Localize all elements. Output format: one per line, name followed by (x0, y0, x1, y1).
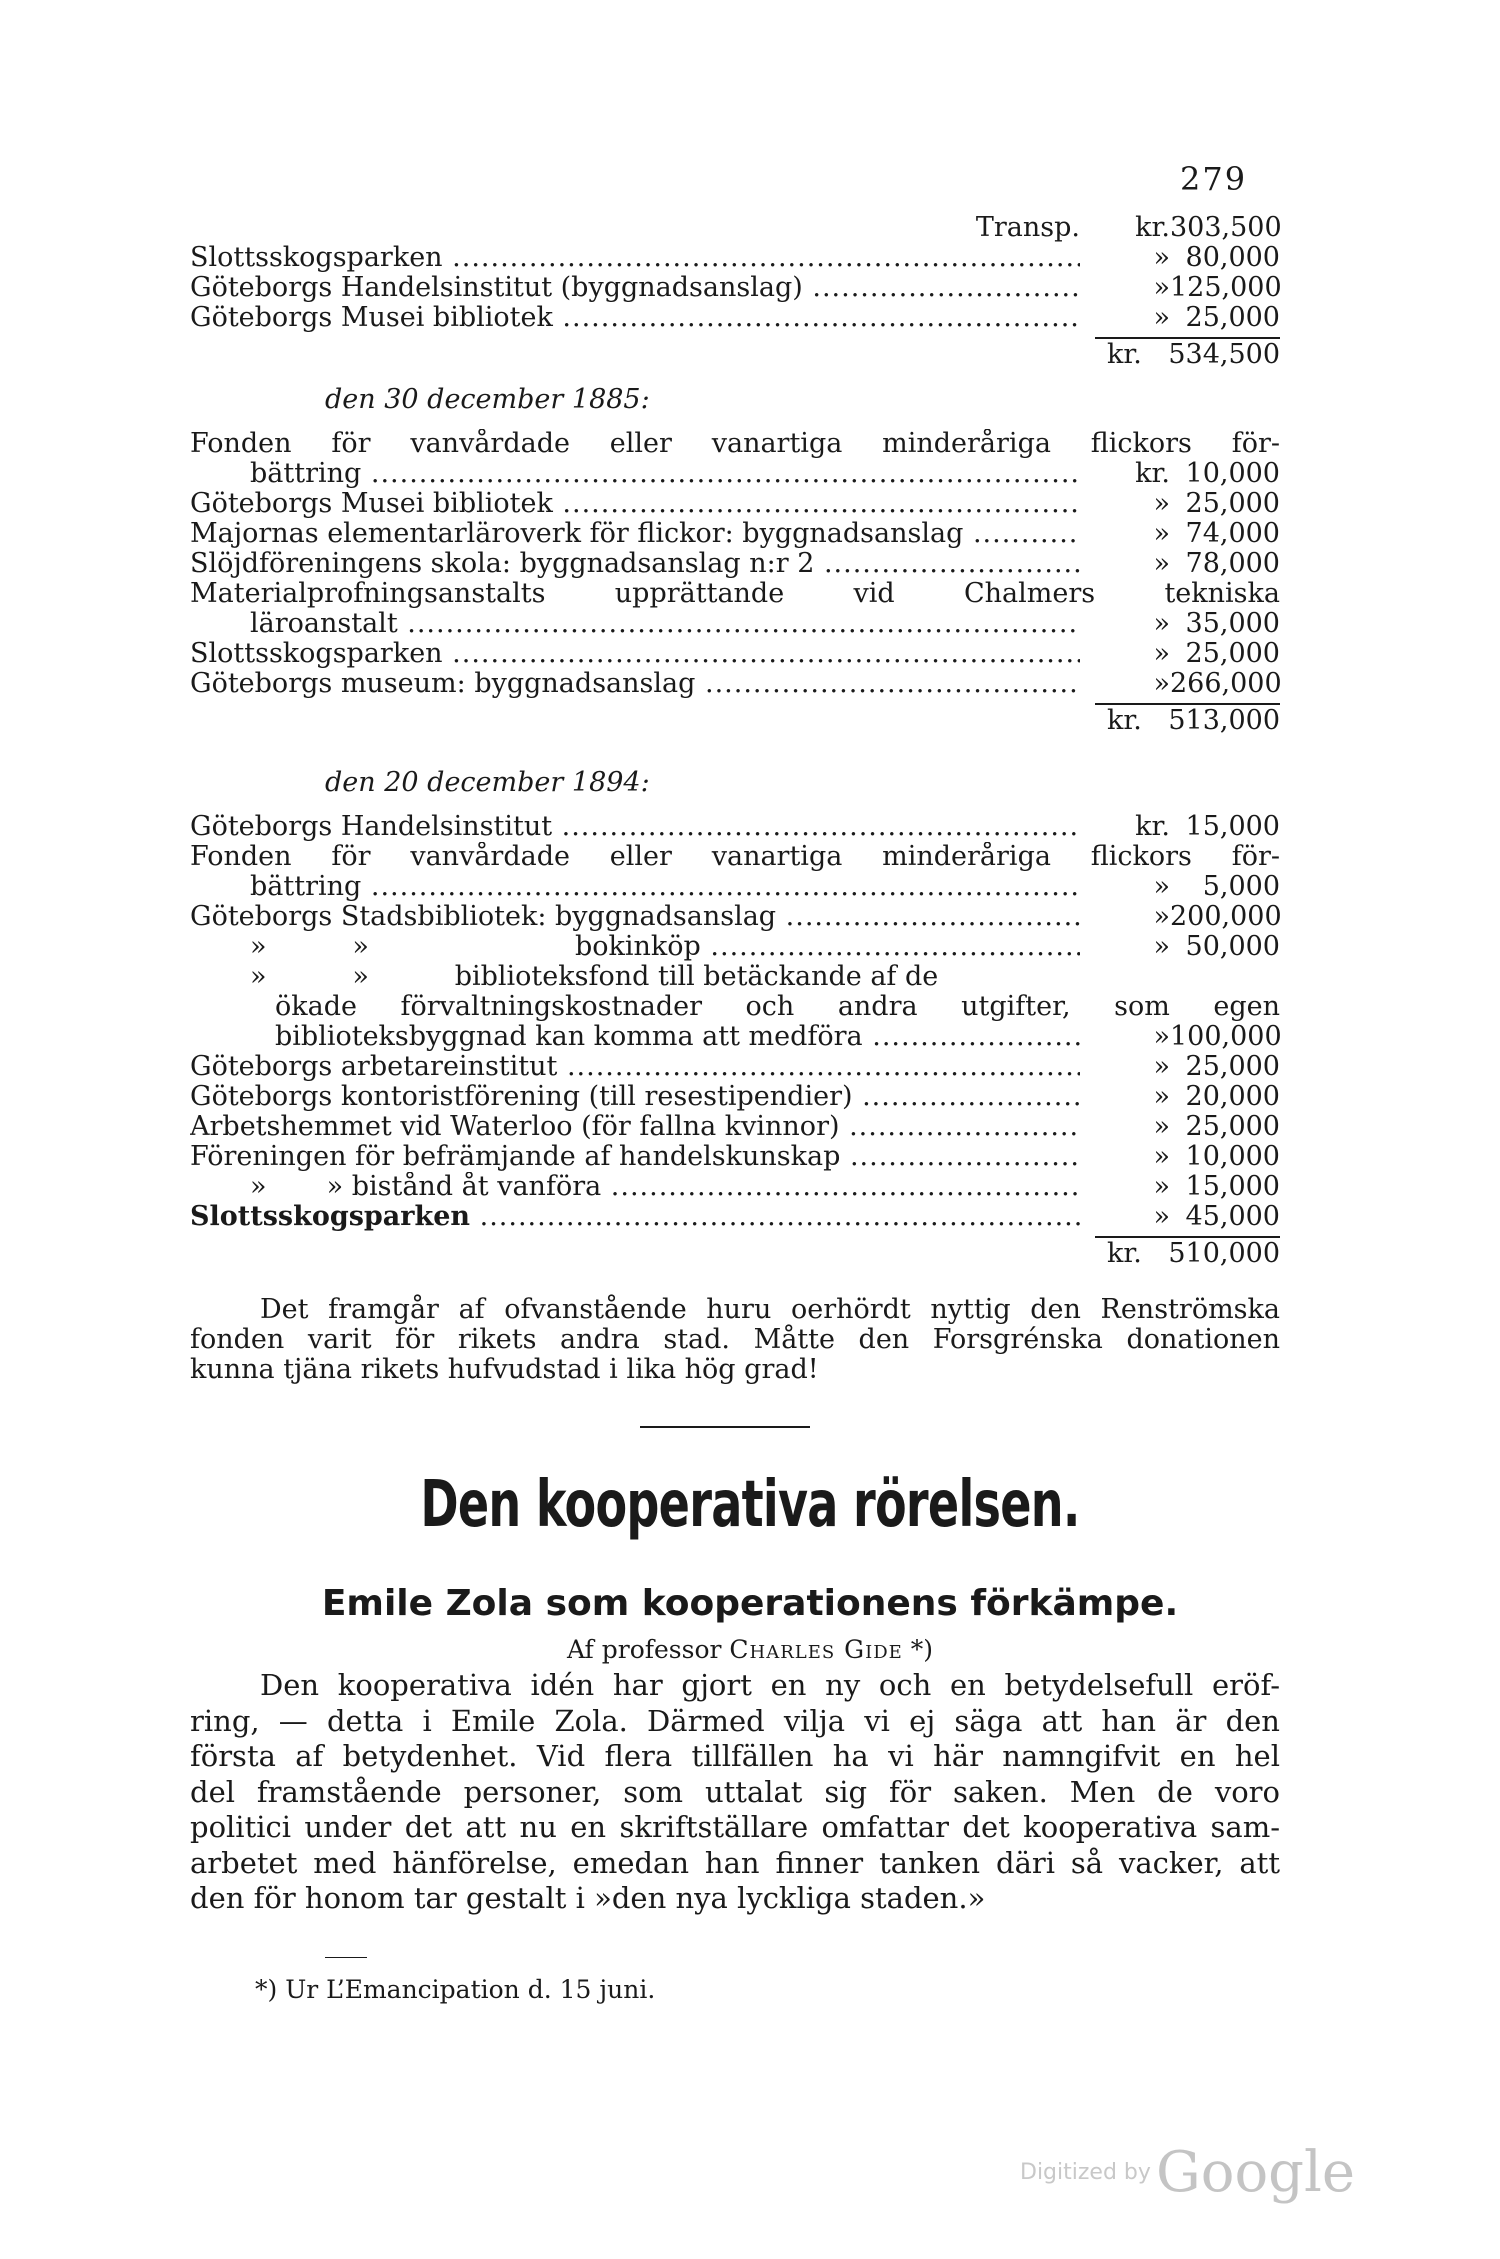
line-text: Materialprofningsanstalts upprättande vid Chalmers tekniska (190, 579, 1280, 609)
transport-amount: 303,500 (1170, 212, 1282, 243)
row-unit: kr. (1135, 458, 1170, 489)
row-amount: 125,000 (1170, 272, 1282, 303)
body-line: politici under det att nu en skriftställare omfattar det kooperativa sam- (190, 1810, 1280, 1844)
date-heading-1894: den 20 december 1894: (325, 767, 650, 798)
row-amount: 15,000 (1185, 1171, 1280, 1202)
row-unit: » (1153, 302, 1170, 333)
row-amount: 5,000 (1202, 871, 1280, 902)
ledger-row (190, 1082, 1280, 1112)
footnote: *) Ur L’Emancipation d. 15 juni. (255, 1975, 656, 2004)
ledger-row (190, 902, 1280, 932)
row-label: Göteborgs Handelsinstitut (byggnadsanslag) (190, 273, 803, 303)
body-line: del framstående personer, som uttalat sig för saken. Men de voro (190, 1774, 1280, 1809)
watermark-small: Digitized by (1020, 2160, 1151, 2185)
row-label: Göteborgs Musei bibliotek (190, 489, 553, 519)
ledger-section-3 (190, 811, 1282, 1269)
paragraph-line: fonden varit för rikets andra stad. Måtte den Forsgrénska donationen (190, 1324, 1280, 1355)
row-unit: » (1153, 1021, 1170, 1052)
row-label: bättring (250, 872, 362, 902)
row-unit: » (1153, 242, 1170, 273)
row-amount: 45,000 (1185, 1201, 1280, 1232)
row-amount: 20,000 (1185, 1081, 1280, 1112)
row-label: bokinköp (575, 932, 701, 962)
row-unit: » (1153, 668, 1170, 699)
closing-paragraph (190, 1295, 1280, 1385)
row-unit: » (1153, 1171, 1170, 1202)
row-unit: » (1153, 638, 1170, 669)
body-line: Den kooperativa idén har gjort en ny och en betydelsefull eröf- (260, 1668, 1280, 1702)
ledger-line (190, 992, 1280, 1022)
transport-row (190, 213, 1280, 243)
row-amount: 10,000 (1185, 1141, 1280, 1172)
total-amount: 534,500 (1168, 339, 1280, 370)
total-row (190, 337, 1280, 370)
article-title: Emile Zola som kooperationens förkämpe. (321, 1583, 1179, 1624)
ledger-section-1 (190, 212, 1282, 370)
ledger-line (190, 429, 1280, 459)
total-unit: kr. (1107, 1238, 1142, 1269)
digitized-watermark (1020, 2140, 1355, 2205)
row-amount: 35,000 (1185, 608, 1280, 639)
row-amount: 266,000 (1170, 668, 1282, 699)
line-text: Fonden för vanvårdade eller vanartiga minderåriga flickors för- (190, 842, 1280, 872)
row-label: Göteborgs Handelsinstitut (190, 812, 553, 842)
total-amount: 513,000 (1168, 705, 1280, 736)
row-label: Slottsskogsparken (190, 639, 443, 669)
ledger-row (190, 932, 1280, 962)
line-text: ökade förvaltningskostnader och andra utgifter, som egen (275, 992, 1280, 1022)
row-unit: » (1153, 901, 1170, 932)
row-unit: » (1153, 608, 1170, 639)
row-label: » » bistånd åt vanföra (250, 1172, 602, 1202)
paragraph-line: Det framgår af ofvanstående huru oerhördt nyttig den Renströmska (260, 1294, 1280, 1325)
line-text: » » biblioteksfond till betäckande af de (250, 962, 939, 992)
ledger-row (190, 1022, 1280, 1052)
ledger-row (190, 549, 1280, 579)
row-unit: » (1153, 548, 1170, 579)
row-label: Föreningen för befrämjande af handelskunskap (190, 1142, 841, 1172)
google-logo: Google (1156, 2140, 1356, 2205)
row-amount: 15,000 (1185, 811, 1280, 842)
ledger-line (190, 579, 1280, 609)
row-amount: 80,000 (1185, 242, 1280, 273)
ledger-row (190, 243, 1280, 273)
body-line: den för honom tar gestalt i »den nya lyckliga staden.» (190, 1881, 986, 1915)
row-label: Slottsskogsparken (190, 1202, 471, 1232)
row-amount: 25,000 (1185, 1111, 1280, 1142)
row-unit: » (1153, 1201, 1170, 1232)
ledger-row (190, 459, 1280, 489)
row-unit: » (1153, 488, 1170, 519)
page-number: 279 (1180, 160, 1248, 198)
row-label: Göteborgs Musei bibliotek (190, 303, 553, 333)
row-amount: 25,000 (1185, 302, 1280, 333)
row-amount: 25,000 (1185, 1051, 1280, 1082)
section-divider (640, 1426, 810, 1428)
author-name: Charles Gide (729, 1635, 903, 1664)
row-amount: 25,000 (1185, 638, 1280, 669)
line-text: Fonden för vanvårdade eller vanartiga minderåriga flickors för- (190, 429, 1280, 459)
transport-unit: kr. (1135, 212, 1170, 243)
paragraph-line: kunna tjäna rikets hufvudstad i lika hög grad! (190, 1354, 819, 1385)
row-amount: 25,000 (1185, 488, 1280, 519)
section-title: Den kooperativa rörelsen. (420, 1468, 1080, 1542)
row-label: Göteborgs museum: byggnadsanslag (190, 669, 696, 699)
total-amount: 510,000 (1168, 1238, 1280, 1269)
row-amount: 100,000 (1170, 1021, 1282, 1052)
row-amount: 200,000 (1170, 901, 1282, 932)
row-unit: » (1153, 931, 1170, 962)
row-unit: » (1153, 1141, 1170, 1172)
row-label: biblioteksbyggnad kan komma att medföra (275, 1022, 863, 1052)
row-amount: 50,000 (1185, 931, 1280, 962)
ledger-row (190, 519, 1280, 549)
ledger-section-2 (190, 429, 1282, 736)
row-unit: » (1153, 272, 1170, 303)
ledger-row (190, 489, 1280, 519)
total-row (190, 1236, 1280, 1269)
ledger-row (190, 639, 1280, 669)
ledger-row (190, 609, 1280, 639)
total-row (190, 703, 1280, 736)
byline-footnote-mark: *) (910, 1635, 934, 1664)
ledger-row (190, 669, 1280, 699)
total-unit: kr. (1107, 705, 1142, 736)
row-label: Göteborgs Stadsbibliotek: byggnadsanslag (190, 902, 777, 932)
row-unit: » (1153, 518, 1170, 549)
row-unit: » (1153, 1111, 1170, 1142)
ledger-row (190, 1052, 1280, 1082)
ledger-row (190, 1172, 1280, 1202)
row-label: Göteborgs arbetareinstitut (190, 1052, 558, 1082)
row-label: Slottsskogsparken (190, 243, 443, 273)
row-label: Arbetshemmet vid Waterloo (för fallna kvinnor) (190, 1112, 840, 1142)
ledger-row (190, 273, 1280, 303)
row-unit: » (1153, 1081, 1170, 1112)
row-unit: kr. (1135, 811, 1170, 842)
row-label: Göteborgs kontoristförening (till resestipendier) (190, 1082, 853, 1112)
ledger-row (190, 812, 1280, 842)
row-label: Slöjdföreningens skola: byggnadsanslag n:r 2 (190, 549, 815, 579)
ledger-row (190, 1202, 1280, 1232)
ledger-row (190, 1142, 1280, 1172)
row-amount: 74,000 (1185, 518, 1280, 549)
body-line: arbetet med hänförelse, emedan han finner tanken däri så vacker, att (190, 1845, 1280, 1880)
ledger-row (190, 303, 1280, 333)
ledger-line (190, 962, 1280, 992)
row-unit: » (1153, 871, 1170, 902)
byline-prefix: Af professor (566, 1635, 722, 1664)
row-label: läroanstalt (250, 609, 398, 639)
ledger-line (190, 842, 1280, 872)
article-body (190, 1668, 1280, 1917)
row-label: Majornas elementarläroverk för flickor: byggnadsanslag (190, 519, 964, 549)
total-unit: kr. (1107, 339, 1142, 370)
footnote-divider (325, 1957, 367, 1958)
row-prefix: » » (250, 932, 369, 962)
body-line: ring, — detta i Emile Zola. Därmed vilja vi ej säga att han är den (190, 1703, 1280, 1738)
row-unit: » (1153, 1051, 1170, 1082)
body-line: första af betydenhet. Vid flera tillfällen ha vi här namngifvit en hel (190, 1739, 1280, 1773)
ledger-row (190, 1112, 1280, 1142)
date-heading-1885: den 30 december 1885: (325, 384, 650, 415)
row-label: bättring (250, 459, 362, 489)
row-amount: 78,000 (1185, 548, 1280, 579)
byline (0, 1635, 1500, 1664)
ledger-row (190, 872, 1280, 902)
row-amount: 10,000 (1185, 458, 1280, 489)
transport-label: Transp. (975, 213, 1080, 243)
